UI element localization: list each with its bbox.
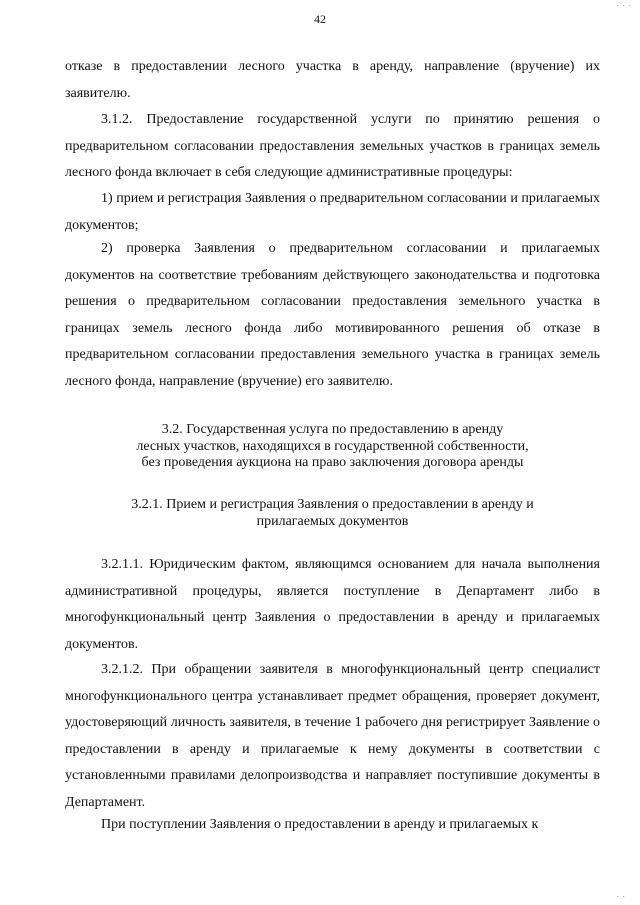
section-heading-line-2: лесных участков, находящихся в государственной собственности, xyxy=(136,438,529,454)
scan-mark-top: · · · xyxy=(616,2,632,10)
paragraph-3-2-1-2: 3.2.1.2. При обращении заявителя в многофункциональный центр специалист многофункционального центра устанавливает предмет обращения, проверяет документ, удостоверяющий личность заявителя, в течение 1 рабочего дня регистрирует Заявление о предоставлении в аренду и прилагаемые к нему документы в соответствии с установленными правилами делопроизводства и направляет поступившие документы в Департамент. xyxy=(65,662,600,810)
section-heading-line-1: 3.2. Государственная услуга по предоставлению в аренду xyxy=(161,422,504,437)
paragraph-next: При поступлении Заявления о предоставлении в аренду и прилагаемых к xyxy=(101,817,539,832)
subsection-heading xyxy=(65,497,600,530)
page-number: 42 xyxy=(314,12,326,26)
scan-mark-bottom: · · xyxy=(616,893,626,901)
subsection-heading-line-1: 3.2.1. Прием и регистрация Заявления о предоставлении в аренду и xyxy=(131,497,534,512)
paragraph-continuation: отказе в предоставлении лесного участка в аренду, направление (вручение) их заявителю. xyxy=(65,59,600,101)
subsection-heading-line-2: прилагаемых документов xyxy=(256,513,409,529)
list-item-1: 1) прием и регистрация Заявления о предварительном согласовании и прилагаемых документов; xyxy=(65,191,600,233)
paragraph-3-1-2: 3.1.2. Предоставление государственной услуги по принятию решения о предварительном согласовании предоставления земельных участков в границах земель лесного фонда включает в себя следующие административные процедуры: xyxy=(65,112,600,181)
paragraph-3-2-1-1: 3.2.1.1. Юридическим фактом, являющимся основанием для начала выполнения административной процедуры, является поступление в Департамент либо в многофункциональный центр Заявления о предоставлении в аренду и прилагаемых документов. xyxy=(65,557,600,652)
section-heading-line-3: без проведения аукциона на право заключения договора аренды xyxy=(141,455,524,470)
list-item-2: 2) проверка Заявления о предварительном согласовании и прилагаемых документов на соответствие требованиям действующего законодательства и подготовка решения о предварительном согласовании предоставления земельного участка в границах земель лесного фонда либо мотивированного решения об отказе в предварительном согласовании предоставления земельного участка в границах земель лесного фонда, направление (вручение) его заявителю. xyxy=(65,241,600,389)
section-heading xyxy=(65,422,600,472)
